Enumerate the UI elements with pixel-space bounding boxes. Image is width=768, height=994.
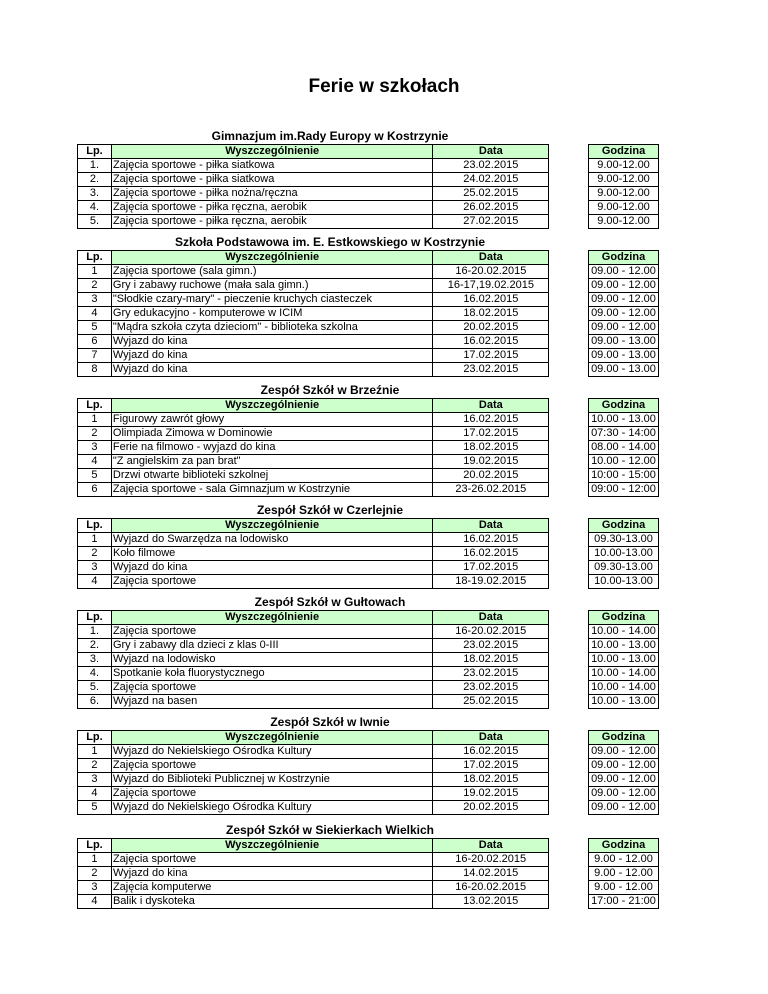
column-gap: [549, 801, 589, 815]
column-gap: [549, 307, 589, 321]
column-gap: [549, 787, 589, 801]
row-hour: 9.00-12.00: [589, 187, 659, 201]
header-date: Data: [433, 839, 549, 853]
row-number: 3.: [78, 653, 112, 667]
column-gap: [549, 731, 589, 745]
header-hour: Godzina: [588, 399, 658, 413]
column-gap: [549, 321, 589, 335]
row-number: 2: [78, 759, 112, 773]
school-title: Zespół Szkół w Iwnie: [270, 715, 390, 729]
row-hour: 9.00-12.00: [589, 215, 659, 229]
schedule-table: [77, 730, 659, 815]
row-date: 23-26.02.2015: [433, 483, 549, 497]
table-header-row: [78, 611, 659, 625]
row-date: 20.02.2015: [433, 801, 549, 815]
schedule-table: [77, 518, 659, 589]
table-row: [78, 413, 659, 427]
row-number: 7: [78, 349, 112, 363]
table-row: [78, 639, 659, 653]
row-number: 2: [78, 867, 112, 881]
header-description: Wyszczególnienie: [111, 731, 433, 745]
column-gap: [549, 695, 589, 709]
column-gap: [549, 469, 589, 483]
table-row: [78, 681, 659, 695]
row-description: Wyjazd do kina: [111, 561, 432, 575]
column-gap: [549, 187, 589, 201]
column-gap: [549, 533, 589, 547]
header-date: Data: [433, 251, 549, 265]
row-number: 4: [78, 787, 112, 801]
schedule-table: [77, 250, 659, 377]
header-lp: Lp.: [78, 839, 112, 853]
table-row: [78, 745, 659, 759]
row-number: 1: [78, 413, 112, 427]
row-hour: 9.00-12.00: [589, 159, 659, 173]
column-gap: [549, 413, 589, 427]
row-date: 20.02.2015: [433, 321, 549, 335]
table-row: [78, 265, 659, 279]
column-gap: [549, 853, 589, 867]
row-date: 16.02.2015: [433, 745, 549, 759]
column-gap: [549, 201, 589, 215]
row-date: 16-20.02.2015: [433, 625, 549, 639]
row-date: 16.02.2015: [433, 335, 549, 349]
row-description: "Mądra szkoła czyta dzieciom" - biblioteka szkolna: [111, 321, 433, 335]
row-date: 26.02.2015: [433, 201, 549, 215]
column-gap: [549, 681, 589, 695]
row-number: 4.: [78, 667, 112, 681]
row-description: Olimpiada Zimowa w Dominowie: [111, 427, 433, 441]
row-number: 5: [78, 469, 112, 483]
row-date: 19.02.2015: [433, 455, 549, 469]
table-header-row: [78, 251, 659, 265]
column-gap: [549, 251, 589, 265]
table-row: [78, 787, 659, 801]
row-hour: 09.00 - 13.00: [588, 335, 658, 349]
column-gap: [549, 653, 589, 667]
header-lp: Lp.: [78, 399, 112, 413]
header-hour: Godzina: [589, 145, 659, 159]
row-hour: 09.00 - 12.00: [588, 801, 658, 815]
column-gap: [549, 159, 589, 173]
header-hour: Godzina: [588, 611, 658, 625]
table-row: [78, 159, 659, 173]
row-hour: 07:30 - 14:00: [588, 427, 658, 441]
row-number: 4.: [78, 201, 112, 215]
table-row: [78, 575, 659, 589]
row-hour: 09.00 - 12.00: [588, 321, 658, 335]
row-date: 18.02.2015: [433, 773, 549, 787]
row-date: 27.02.2015: [433, 215, 549, 229]
row-hour: 09.00 - 12.00: [588, 787, 658, 801]
column-gap: [549, 759, 589, 773]
table-row: [78, 455, 659, 469]
row-number: 5.: [78, 215, 112, 229]
header-description: Wyszczególnienie: [111, 399, 433, 413]
row-number: 2: [78, 547, 112, 561]
row-description: Zajęcia sportowe: [111, 853, 432, 867]
row-number: 4: [78, 895, 112, 909]
school-title: Zespół Szkół w Gułtowach: [254, 595, 406, 609]
table-row: [78, 759, 659, 773]
row-description: Drzwi otwarte biblioteki szkolnej: [111, 469, 433, 483]
column-gap: [549, 519, 589, 533]
row-hour: 10.00-13.00: [589, 547, 659, 561]
column-gap: [549, 839, 589, 853]
schedule-table: [77, 144, 659, 229]
row-description: Wyjazd do kina: [111, 335, 433, 349]
row-hour: 17:00 - 21:00: [588, 895, 658, 909]
row-description: Koło filmowe: [111, 547, 432, 561]
header-description: Wyszczególnienie: [111, 519, 432, 533]
row-description: Zajęcia sportowe - piłka siatkowa: [111, 173, 432, 187]
row-hour: 09.00 - 13.00: [588, 349, 658, 363]
row-description: Zajęcia sportowe: [111, 759, 433, 773]
table-row: [78, 483, 659, 497]
row-date: 17.02.2015: [433, 349, 549, 363]
column-gap: [549, 895, 589, 909]
column-gap: [549, 547, 589, 561]
row-date: 13.02.2015: [433, 895, 549, 909]
header-lp: Lp.: [78, 731, 112, 745]
row-description: "Słodkie czary-mary" - pieczenie kruchych ciasteczek: [111, 293, 433, 307]
row-hour: 08.00 - 14.00: [588, 441, 658, 455]
row-date: 23.02.2015: [433, 363, 549, 377]
row-number: 1.: [78, 625, 112, 639]
table-row: [78, 695, 659, 709]
row-description: Zajęcia sportowe - piłka siatkowa: [111, 159, 432, 173]
table-row: [78, 853, 659, 867]
column-gap: [549, 399, 589, 413]
row-description: Zajęcia sportowe: [111, 575, 432, 589]
table-row: [78, 321, 659, 335]
row-description: Wyjazd na lodowisko: [111, 653, 432, 667]
row-description: Gry i zabawy dla dzieci z klas 0-III: [111, 639, 432, 653]
schedule-table: [77, 610, 659, 709]
row-hour: 10.00-13.00: [589, 575, 659, 589]
row-date: 18.02.2015: [433, 653, 549, 667]
row-hour: 10.00 - 13.00: [588, 695, 658, 709]
row-hour: 10.00 - 14.00: [588, 681, 658, 695]
table-row: [78, 187, 659, 201]
row-hour: 09.30-13.00: [589, 561, 659, 575]
table-row: [78, 363, 659, 377]
school-title: Zespół Szkół w Siekierkach Wielkich: [226, 823, 434, 837]
header-lp: Lp.: [78, 145, 112, 159]
column-gap: [549, 483, 589, 497]
table-row: [78, 427, 659, 441]
table-row: [78, 293, 659, 307]
column-gap: [549, 215, 589, 229]
row-hour: 09.00 - 12.00: [588, 307, 658, 321]
row-date: 16.02.2015: [433, 293, 549, 307]
row-description: Balik i dyskoteka: [111, 895, 432, 909]
row-number: 5: [78, 321, 112, 335]
column-gap: [549, 455, 589, 469]
row-hour: 9.00-12.00: [589, 173, 659, 187]
table-row: [78, 201, 659, 215]
header-date: Data: [433, 731, 549, 745]
row-date: 23.02.2015: [433, 667, 549, 681]
row-hour: 10:00 - 15:00: [588, 469, 658, 483]
table-row: [78, 215, 659, 229]
row-number: 8: [78, 363, 112, 377]
header-description: Wyszczególnienie: [111, 839, 432, 853]
row-description: Wyjazd do Nekielskiego Ośrodka Kultury: [111, 801, 433, 815]
school-section: [77, 502, 659, 589]
school-section: [77, 382, 659, 497]
row-number: 5.: [78, 681, 112, 695]
row-date: 24.02.2015: [433, 173, 549, 187]
row-date: 23.02.2015: [433, 639, 549, 653]
column-gap: [549, 363, 589, 377]
column-gap: [549, 561, 589, 575]
table-row: [78, 895, 659, 909]
row-number: 1: [78, 853, 112, 867]
row-description: Gry edukacyjno - komputerowe w ICIM: [111, 307, 433, 321]
row-hour: 10.00 - 13.00: [588, 653, 658, 667]
row-date: 17.02.2015: [433, 561, 549, 575]
school-section: [77, 822, 659, 909]
table-row: [78, 667, 659, 681]
row-description: Zajęcia komputerwe: [111, 881, 432, 895]
row-date: 16-17,19.02.2015: [433, 279, 549, 293]
column-gap: [549, 441, 589, 455]
school-section: [77, 594, 659, 709]
row-hour: 09.00 - 13.00: [588, 363, 658, 377]
row-number: 3.: [78, 187, 112, 201]
column-gap: [549, 745, 589, 759]
column-gap: [549, 773, 589, 787]
row-date: 16-20.02.2015: [433, 853, 549, 867]
row-description: Wyjazd do kina: [111, 363, 433, 377]
row-number: 4: [78, 575, 112, 589]
column-gap: [549, 293, 589, 307]
table-header-row: [78, 519, 659, 533]
row-number: 2.: [78, 639, 112, 653]
table-row: [78, 547, 659, 561]
row-date: 16.02.2015: [433, 533, 549, 547]
row-number: 2.: [78, 173, 112, 187]
schedule-table: [77, 838, 659, 909]
row-date: 16-20.02.2015: [433, 265, 549, 279]
row-number: 3: [78, 881, 112, 895]
row-hour: 10.00 - 13.00: [588, 413, 658, 427]
school-section: [77, 714, 659, 815]
school-section: [77, 234, 659, 377]
column-gap: [549, 427, 589, 441]
row-number: 3: [78, 441, 112, 455]
row-number: 4: [78, 307, 112, 321]
header-lp: Lp.: [78, 251, 112, 265]
row-hour: 09.30-13.00: [589, 533, 659, 547]
row-hour: 9.00-12.00: [589, 201, 659, 215]
table-row: [78, 307, 659, 321]
school-title: Szkoła Podstawowa im. E. Estkowskiego w Kostrzynie: [174, 235, 486, 249]
table-row: [78, 801, 659, 815]
row-date: 18-19.02.2015: [433, 575, 549, 589]
row-hour: 09.00 - 12.00: [588, 773, 658, 787]
header-hour: Godzina: [588, 251, 658, 265]
table-header-row: [78, 839, 659, 853]
row-hour: 09.00 - 12.00: [588, 265, 658, 279]
column-gap: [549, 335, 589, 349]
row-description: Zajęcia sportowe: [111, 625, 432, 639]
row-number: 2: [78, 279, 112, 293]
page-title: Ferie w szkołach: [308, 76, 460, 97]
school-title: Zespół Szkół w Czerlejnie: [256, 503, 404, 517]
row-hour: 09.00 - 12.00: [588, 745, 658, 759]
header-date: Data: [433, 611, 549, 625]
row-description: Zajęcia sportowe (sala gimn.): [111, 265, 433, 279]
table-row: [78, 335, 659, 349]
row-number: 3: [78, 561, 112, 575]
row-number: 6: [78, 335, 112, 349]
header-description: Wyszczególnienie: [111, 145, 432, 159]
row-description: Wyjazd do Biblioteki Publicznej w Kostrzynie: [111, 773, 433, 787]
row-date: 17.02.2015: [433, 427, 549, 441]
table-header-row: [78, 145, 659, 159]
column-gap: [549, 667, 589, 681]
row-description: Ferie na filmowo - wyjazd do kina: [111, 441, 433, 455]
row-date: 16.02.2015: [433, 413, 549, 427]
row-date: 14.02.2015: [433, 867, 549, 881]
row-number: 1: [78, 533, 112, 547]
row-date: 25.02.2015: [433, 187, 549, 201]
row-date: 16.02.2015: [433, 547, 549, 561]
row-number: 2: [78, 427, 112, 441]
table-row: [78, 469, 659, 483]
column-gap: [549, 265, 589, 279]
schedule-table: [77, 398, 659, 497]
header-date: Data: [433, 399, 549, 413]
header-description: Wyszczególnienie: [111, 611, 432, 625]
header-hour: Godzina: [588, 839, 658, 853]
table-header-row: [78, 399, 659, 413]
row-hour: 10.00 - 14.00: [588, 625, 658, 639]
column-gap: [549, 575, 589, 589]
row-number: 1.: [78, 159, 112, 173]
row-hour: 9.00 - 12.00: [588, 853, 658, 867]
row-date: 23.02.2015: [433, 681, 549, 695]
header-hour: Godzina: [589, 519, 659, 533]
table-row: [78, 625, 659, 639]
header-lp: Lp.: [78, 519, 112, 533]
row-date: 25.02.2015: [433, 695, 549, 709]
row-description: Wyjazd do Swarzędza na lodowisko: [111, 533, 432, 547]
row-description: Wyjazd do Nekielskiego Ośrodka Kultury: [111, 745, 433, 759]
header-date: Data: [433, 519, 549, 533]
row-date: 17.02.2015: [433, 759, 549, 773]
row-number: 3: [78, 773, 112, 787]
row-description: "Z angielskim za pan brat": [111, 455, 433, 469]
row-description: Spotkanie koła fluorystycznego: [111, 667, 432, 681]
row-number: 3: [78, 293, 112, 307]
row-number: 6.: [78, 695, 112, 709]
row-hour: 09.00 - 12.00: [588, 759, 658, 773]
table-row: [78, 533, 659, 547]
row-description: Zajęcia sportowe - piłka ręczna, aerobik: [111, 215, 432, 229]
column-gap: [549, 867, 589, 881]
row-number: 1: [78, 265, 112, 279]
row-date: 19.02.2015: [433, 787, 549, 801]
header-lp: Lp.: [78, 611, 112, 625]
row-hour: 09:00 - 12:00: [588, 483, 658, 497]
row-description: Zajęcia sportowe: [111, 787, 433, 801]
table-row: [78, 279, 659, 293]
column-gap: [549, 611, 589, 625]
column-gap: [549, 625, 589, 639]
row-hour: 9.00 - 12.00: [588, 881, 658, 895]
table-row: [78, 867, 659, 881]
table-header-row: [78, 731, 659, 745]
school-title: Gimnazjum im.Rady Europy w Kostrzynie: [211, 129, 449, 143]
table-row: [78, 349, 659, 363]
column-gap: [549, 145, 589, 159]
row-hour: 09.00 - 12.00: [588, 293, 658, 307]
column-gap: [549, 349, 589, 363]
row-hour: 10.00 - 14.00: [588, 667, 658, 681]
row-description: Gry i zabawy ruchowe (mała sala gimn.): [111, 279, 433, 293]
table-row: [78, 561, 659, 575]
row-date: 18.02.2015: [433, 307, 549, 321]
row-description: Wyjazd do kina: [111, 867, 432, 881]
row-description: Figurowy zawrót głowy: [111, 413, 433, 427]
column-gap: [549, 279, 589, 293]
table-row: [78, 441, 659, 455]
table-row: [78, 881, 659, 895]
row-number: 4: [78, 455, 112, 469]
row-number: 1: [78, 745, 112, 759]
table-row: [78, 773, 659, 787]
row-description: Zajęcia sportowe - piłka nożna/ręczna: [111, 187, 432, 201]
table-row: [78, 653, 659, 667]
row-hour: 10.00 - 13.00: [588, 639, 658, 653]
row-description: Zajęcia sportowe - sala Gimnazjum w Kostrzynie: [111, 483, 433, 497]
row-hour: 10.00 - 12.00: [588, 455, 658, 469]
row-date: 18.02.2015: [433, 441, 549, 455]
column-gap: [549, 639, 589, 653]
row-date: 16-20.02.2015: [433, 881, 549, 895]
row-description: Wyjazd na basen: [111, 695, 432, 709]
table-row: [78, 173, 659, 187]
school-section: [77, 128, 659, 229]
row-number: 6: [78, 483, 112, 497]
column-gap: [549, 881, 589, 895]
column-gap: [549, 173, 589, 187]
row-date: 20.02.2015: [433, 469, 549, 483]
row-description: Wyjazd do kina: [111, 349, 433, 363]
header-date: Data: [433, 145, 549, 159]
header-hour: Godzina: [588, 731, 658, 745]
row-number: 5: [78, 801, 112, 815]
row-description: Zajęcia sportowe: [111, 681, 432, 695]
school-title: Zespół Szkół w Brzeźnie: [260, 383, 400, 397]
row-date: 23.02.2015: [433, 159, 549, 173]
header-description: Wyszczególnienie: [111, 251, 433, 265]
row-hour: 09.00 - 12.00: [588, 279, 658, 293]
row-description: Zajęcia sportowe - piłka ręczna, aerobik: [111, 201, 432, 215]
row-hour: 9.00 - 12.00: [588, 867, 658, 881]
